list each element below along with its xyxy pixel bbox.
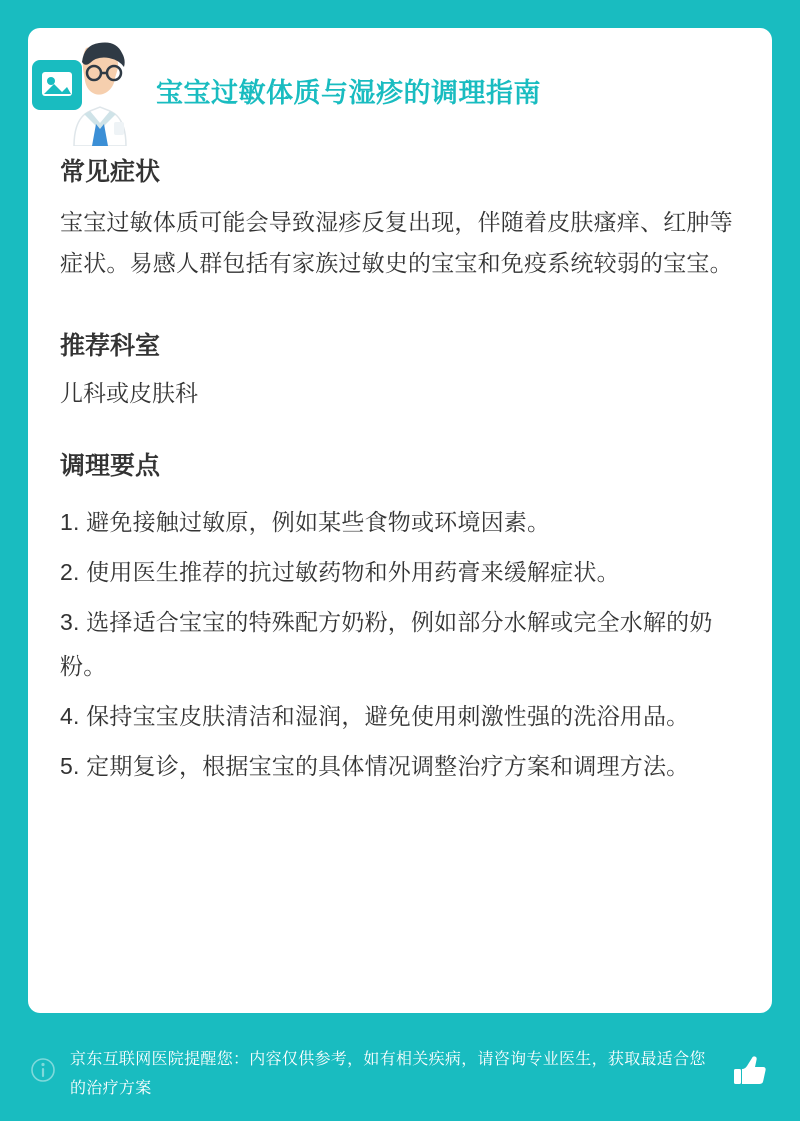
footer-disclaimer-bar — [28, 1019, 772, 1111]
list-item: 1. 避免接触过敏原，例如某些食物或环境因素。 — [60, 509, 551, 535]
care-points-list — [60, 500, 740, 788]
list-item: 3. 选择适合宝宝的特殊配方奶粉，例如部分水解或完全水解的奶粉。 — [60, 609, 713, 679]
footer-text: 京东互联网医院提醒您：内容仅供参考，如有相关疾病，请咨询专业医生，获取最适合您的治疗方案 — [70, 1051, 706, 1097]
thumbs-up-icon[interactable] — [728, 1049, 772, 1093]
section-heading-symptoms: 常见症状 — [60, 158, 161, 186]
list-item: 5. 定期复诊，根据宝宝的具体情况调整治疗方案和调理方法。 — [60, 753, 690, 779]
list-item: 4. 保持宝宝皮肤清洁和湿润，避免使用刺激性强的洗浴用品。 — [60, 703, 690, 729]
doctor-avatar-icon — [30, 42, 142, 146]
section-text-department: 儿科或皮肤科 — [60, 380, 198, 406]
section-text-symptoms: 宝宝过敏体质可能会导致湿疹反复出现，伴随着皮肤瘙痒、红肿等症状。易感人群包括有家族过敏史的宝宝和免疫系统较弱的宝宝。 — [60, 209, 733, 276]
section-heading-department: 推荐科室 — [60, 332, 161, 360]
section-heading-care-points: 调理要点 — [60, 452, 161, 480]
page-title: 宝宝过敏体质与湿疹的调理指南 — [156, 78, 541, 108]
content-card — [28, 28, 772, 1013]
list-item: 2. 使用医生推荐的抗过敏药物和外用药膏来缓解症状。 — [60, 559, 620, 585]
info-circle-icon — [28, 1055, 58, 1085]
